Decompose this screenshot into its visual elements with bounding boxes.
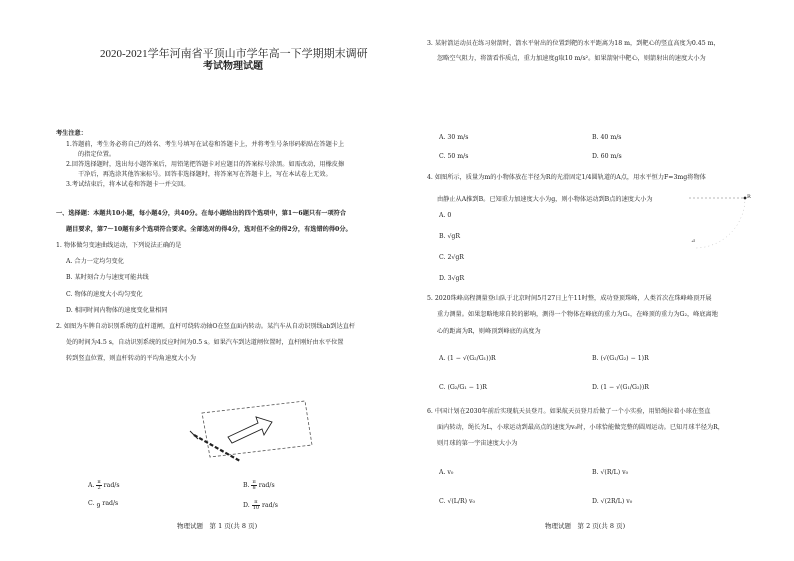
question-6-option-a: A. v₀	[439, 469, 454, 476]
exam-subtitle: 考试物理试题	[203, 61, 263, 72]
page-footer: 物理试题 第 1 页(共 8 页)	[177, 522, 258, 530]
notice-heading: 考生注意：	[56, 130, 87, 137]
question-2-option-d: D. $\frac{\pi}{10}$ rad/s	[243, 499, 278, 511]
question-4-option-a: A. 0	[439, 212, 452, 219]
question-2-option-c: C. 9 rad/s	[88, 500, 119, 510]
question-2-option-a: A. $\frac{\pi}{2}$ rad/s	[88, 479, 120, 491]
svg-text:⊿: ⊿	[691, 238, 696, 244]
question-6-option-b: B. √(R/L) v₀	[592, 469, 629, 476]
question-1-option-a: A. 合力一定均匀变化	[66, 258, 124, 265]
question-5-stem: 心的距离为R，则峰顶到峰底的高度为	[437, 328, 541, 335]
question-5-option-a: A. (1 − √(G₂/G₁))R	[439, 355, 496, 362]
question-3-option-a: A. 30 m/s	[439, 134, 469, 141]
question-4-option-c: C. 2√gR	[439, 254, 464, 261]
question-1-stem: 1. 物体做匀变速曲线运动，下列说法正确的是	[56, 242, 182, 249]
notice-line: 干净后，再选涂其他答案标号。回答非选择题时，将答案写在答题卡上，写在本试卷上无效。	[78, 171, 332, 178]
question-3-stem: 忽略空气阻力，将箭看作质点，重力加速度g取10 m/s²。如果箭射中靶心，则箭射出的速度大小为	[437, 55, 706, 62]
question-4-option-d: D. 3√gR	[439, 275, 465, 282]
question-3-option-b: B. 40 m/s	[592, 134, 622, 141]
question-3-option-c: C. 50 m/s	[439, 153, 469, 160]
notice-line: 3.考试结束后，将本试卷和答题卡一并交回。	[66, 181, 190, 188]
question-5-option-c: C. (G₂/G₁ − 1)R	[439, 384, 487, 391]
notice-line: 1.答题前，考生务必将自己的姓名、考生号填写在试卷和答题卡上，并将考生号条形码粘贴在答题卡上	[66, 141, 345, 148]
page-right	[397, 0, 794, 561]
question-6-option-c: C. √(L/R) v₀	[439, 498, 476, 505]
question-4-stem: 4. 如图所示，质量为m的小物体放在半径为R的光滑固定1/4圆轨道的A点，用水平恒力F=3mg将物体	[427, 174, 706, 181]
question-4-option-b: B. √gR	[439, 233, 461, 240]
section-instructions: 一、选择题：本题共10小题，每小题4分，共40分。在每小题给出的四个选项中，第1～6题只有一项符合	[56, 210, 347, 217]
exam-title: 2020-2021学年河南省平顶山市学年高一下学期期末调研	[100, 48, 368, 60]
question-2-stem: 处的时间为4.5 s，自动识别系统的反应时间为0.5 s。如果汽车到达道闸位置时，直杆刚好由水平位置	[66, 339, 344, 346]
question-2-stem: 转到竖直位置，则直杆转动的平均角速度大小为	[66, 355, 196, 362]
figure-label-r: R	[747, 194, 751, 200]
question-3-stem: 3. 某射箭运动员在练习射箭时，箭水平射出的位置到靶的水平距离为18 m，到靶心的竖直高度为0.45 m，	[427, 40, 720, 47]
question-5-stem: 重力测量。如果忽略地球自转的影响，测得一个物体在峰底的重力为G₁，在峰顶的重力为G₂，峰底离地	[437, 311, 718, 318]
question-2-stem: 2. 如图为车牌自动识别系统的直杆道闸，直杆可绕转动轴O在竖直面内转动。某汽车从自动识别线ab到达直杆	[56, 323, 356, 330]
page-footer: 物理试题 第 2 页(共 8 页)	[545, 522, 626, 530]
question-5-stem: 5. 2020珠峰高程测量登山队于北京时间5月27日上午11时整，成功登顶珠峰，人类首次在珠峰峰顶开展	[427, 295, 712, 302]
question-1-option-b: B. 某时刻合力与速度可能共线	[66, 274, 149, 281]
section-instructions: 题目要求，第7～10题有多个选项符合要求。全部选对的得4分，选对但不全的得2分，有选错的得0分。	[66, 226, 352, 233]
notice-line: 的指定位置。	[78, 151, 116, 158]
question-3-option-d: D. 60 m/s	[592, 153, 622, 160]
notice-line: 2.回答选择题时，选出每小题答案后，用铅笔把答题卡对应题目的答案标号涂黑。如需改动，用橡皮擦	[66, 161, 345, 168]
question-6-stem: 面内转动，绳长为L，小球运动到最高点的速度为v₀时，小球恰能做完整的圆周运动。已知月球半径为R，	[437, 424, 724, 431]
question-6-stem: 则月球的第一宇宙速度大小为	[437, 440, 518, 447]
question-5-option-b: B. (√(G₁/G₂) − 1)R	[592, 355, 649, 362]
question-2-option-b: B. $\frac{\pi}{8}$ rad/s	[243, 479, 275, 491]
question-5-option-d: D. (1 − √(G₁/G₂))R	[592, 384, 649, 391]
question-4-stem: 由静止从A推到B。已知重力加速度大小为g，则小物体运动到B点的速度大小为	[437, 196, 653, 203]
quarter-circle-track-figure	[687, 192, 757, 252]
question-1-option-c: C. 物体的速度大小均匀变化	[66, 291, 143, 298]
question-6-stem: 6. 中国计划在2030年前后实现航天员登月。如果航天员登月后做了一个小实验，用铅绳拉着小球在竖直	[427, 408, 711, 415]
barrier-gate-figure	[180, 395, 330, 465]
question-6-option-d: D. √(2R/L) v₀	[592, 498, 633, 505]
question-1-option-d: D. 相同时间内物体的速度变化量相同	[66, 307, 168, 314]
